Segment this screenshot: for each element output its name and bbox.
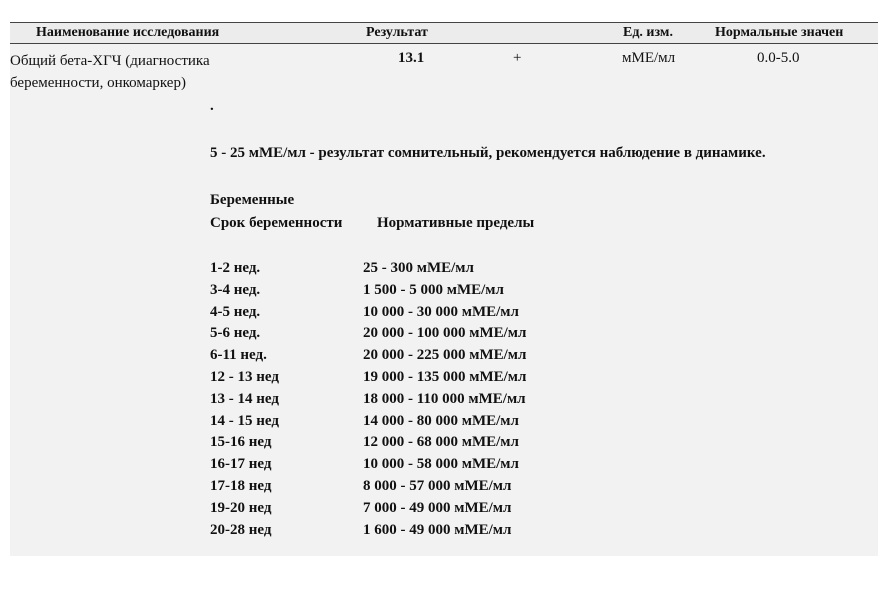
range-cell: 18 000 - 110 000 мМЕ/мл	[363, 390, 526, 407]
pregnancy-title: Беременные	[210, 192, 295, 208]
range-cell: 14 000 - 80 000 мМЕ/мл	[363, 412, 519, 429]
term-cell: 14 - 15 нед	[210, 412, 279, 429]
term-cell: 19-20 нед	[210, 499, 272, 516]
pregnancy-col-term: Срок беременности	[210, 215, 343, 231]
term-cell: 1-2 нед.	[210, 260, 261, 276]
header-result: Результат	[366, 25, 428, 40]
term-cell: 3-4 нед.	[210, 281, 261, 298]
term-cell: 20-28 нед	[210, 521, 272, 538]
result-value: 13.1	[398, 50, 425, 66]
range-cell: 10 000 - 30 000 мМЕ/мл	[363, 303, 519, 320]
term-cell: 13 - 14 нед	[210, 390, 279, 407]
term-cell: 16-17 нед	[210, 456, 272, 473]
note-dot: .	[210, 98, 214, 114]
term-cell: 12 - 13 нед	[210, 368, 279, 385]
range-cell: 7 000 - 49 000 мМЕ/мл	[363, 499, 512, 516]
test-name: Общий бета-ХГЧ (диагностика беременности, онкомаркер)	[10, 53, 210, 91]
norm-value: 0.0-5.0	[757, 50, 800, 66]
range-cell: 1 600 - 49 000 мМЕ/мл	[363, 521, 512, 538]
header-norm: Нормальные значен	[715, 25, 844, 40]
range-cell: 1 500 - 5 000 мМЕ/мл	[363, 281, 504, 298]
range-cell: 20 000 - 225 000 мМЕ/мл	[363, 347, 527, 364]
term-cell: 15-16 нед	[210, 434, 272, 451]
pregnancy-col-range: Нормативные пределы	[377, 215, 535, 231]
result-flag: +	[513, 50, 522, 66]
unit-value: мМЕ/мл	[622, 50, 676, 66]
comment-text: 5 - 25 мМЕ/мл - результат сомнительный, рекомендуется наблюдение в динамике.	[210, 145, 766, 161]
term-cell: 17-18 нед	[210, 477, 272, 494]
header-test-name: Наименование исследования	[36, 25, 220, 40]
range-cell: 10 000 - 58 000 мМЕ/мл	[363, 456, 519, 473]
term-cell: 4-5 нед.	[210, 303, 261, 320]
range-cell: 8 000 - 57 000 мМЕ/мл	[363, 477, 512, 494]
header-unit: Ед. изм.	[623, 25, 673, 40]
term-cell: 6-11 нед.	[210, 347, 267, 364]
lab-report	[10, 22, 878, 556]
term-cell: 5-6 нед.	[210, 325, 261, 342]
range-cell: 20 000 - 100 000 мМЕ/мл	[363, 325, 527, 342]
range-cell: 25 - 300 мМЕ/мл	[363, 260, 474, 276]
table-header	[10, 22, 878, 44]
range-cell: 19 000 - 135 000 мМЕ/мл	[363, 368, 527, 385]
range-cell: 12 000 - 68 000 мМЕ/мл	[363, 434, 519, 451]
